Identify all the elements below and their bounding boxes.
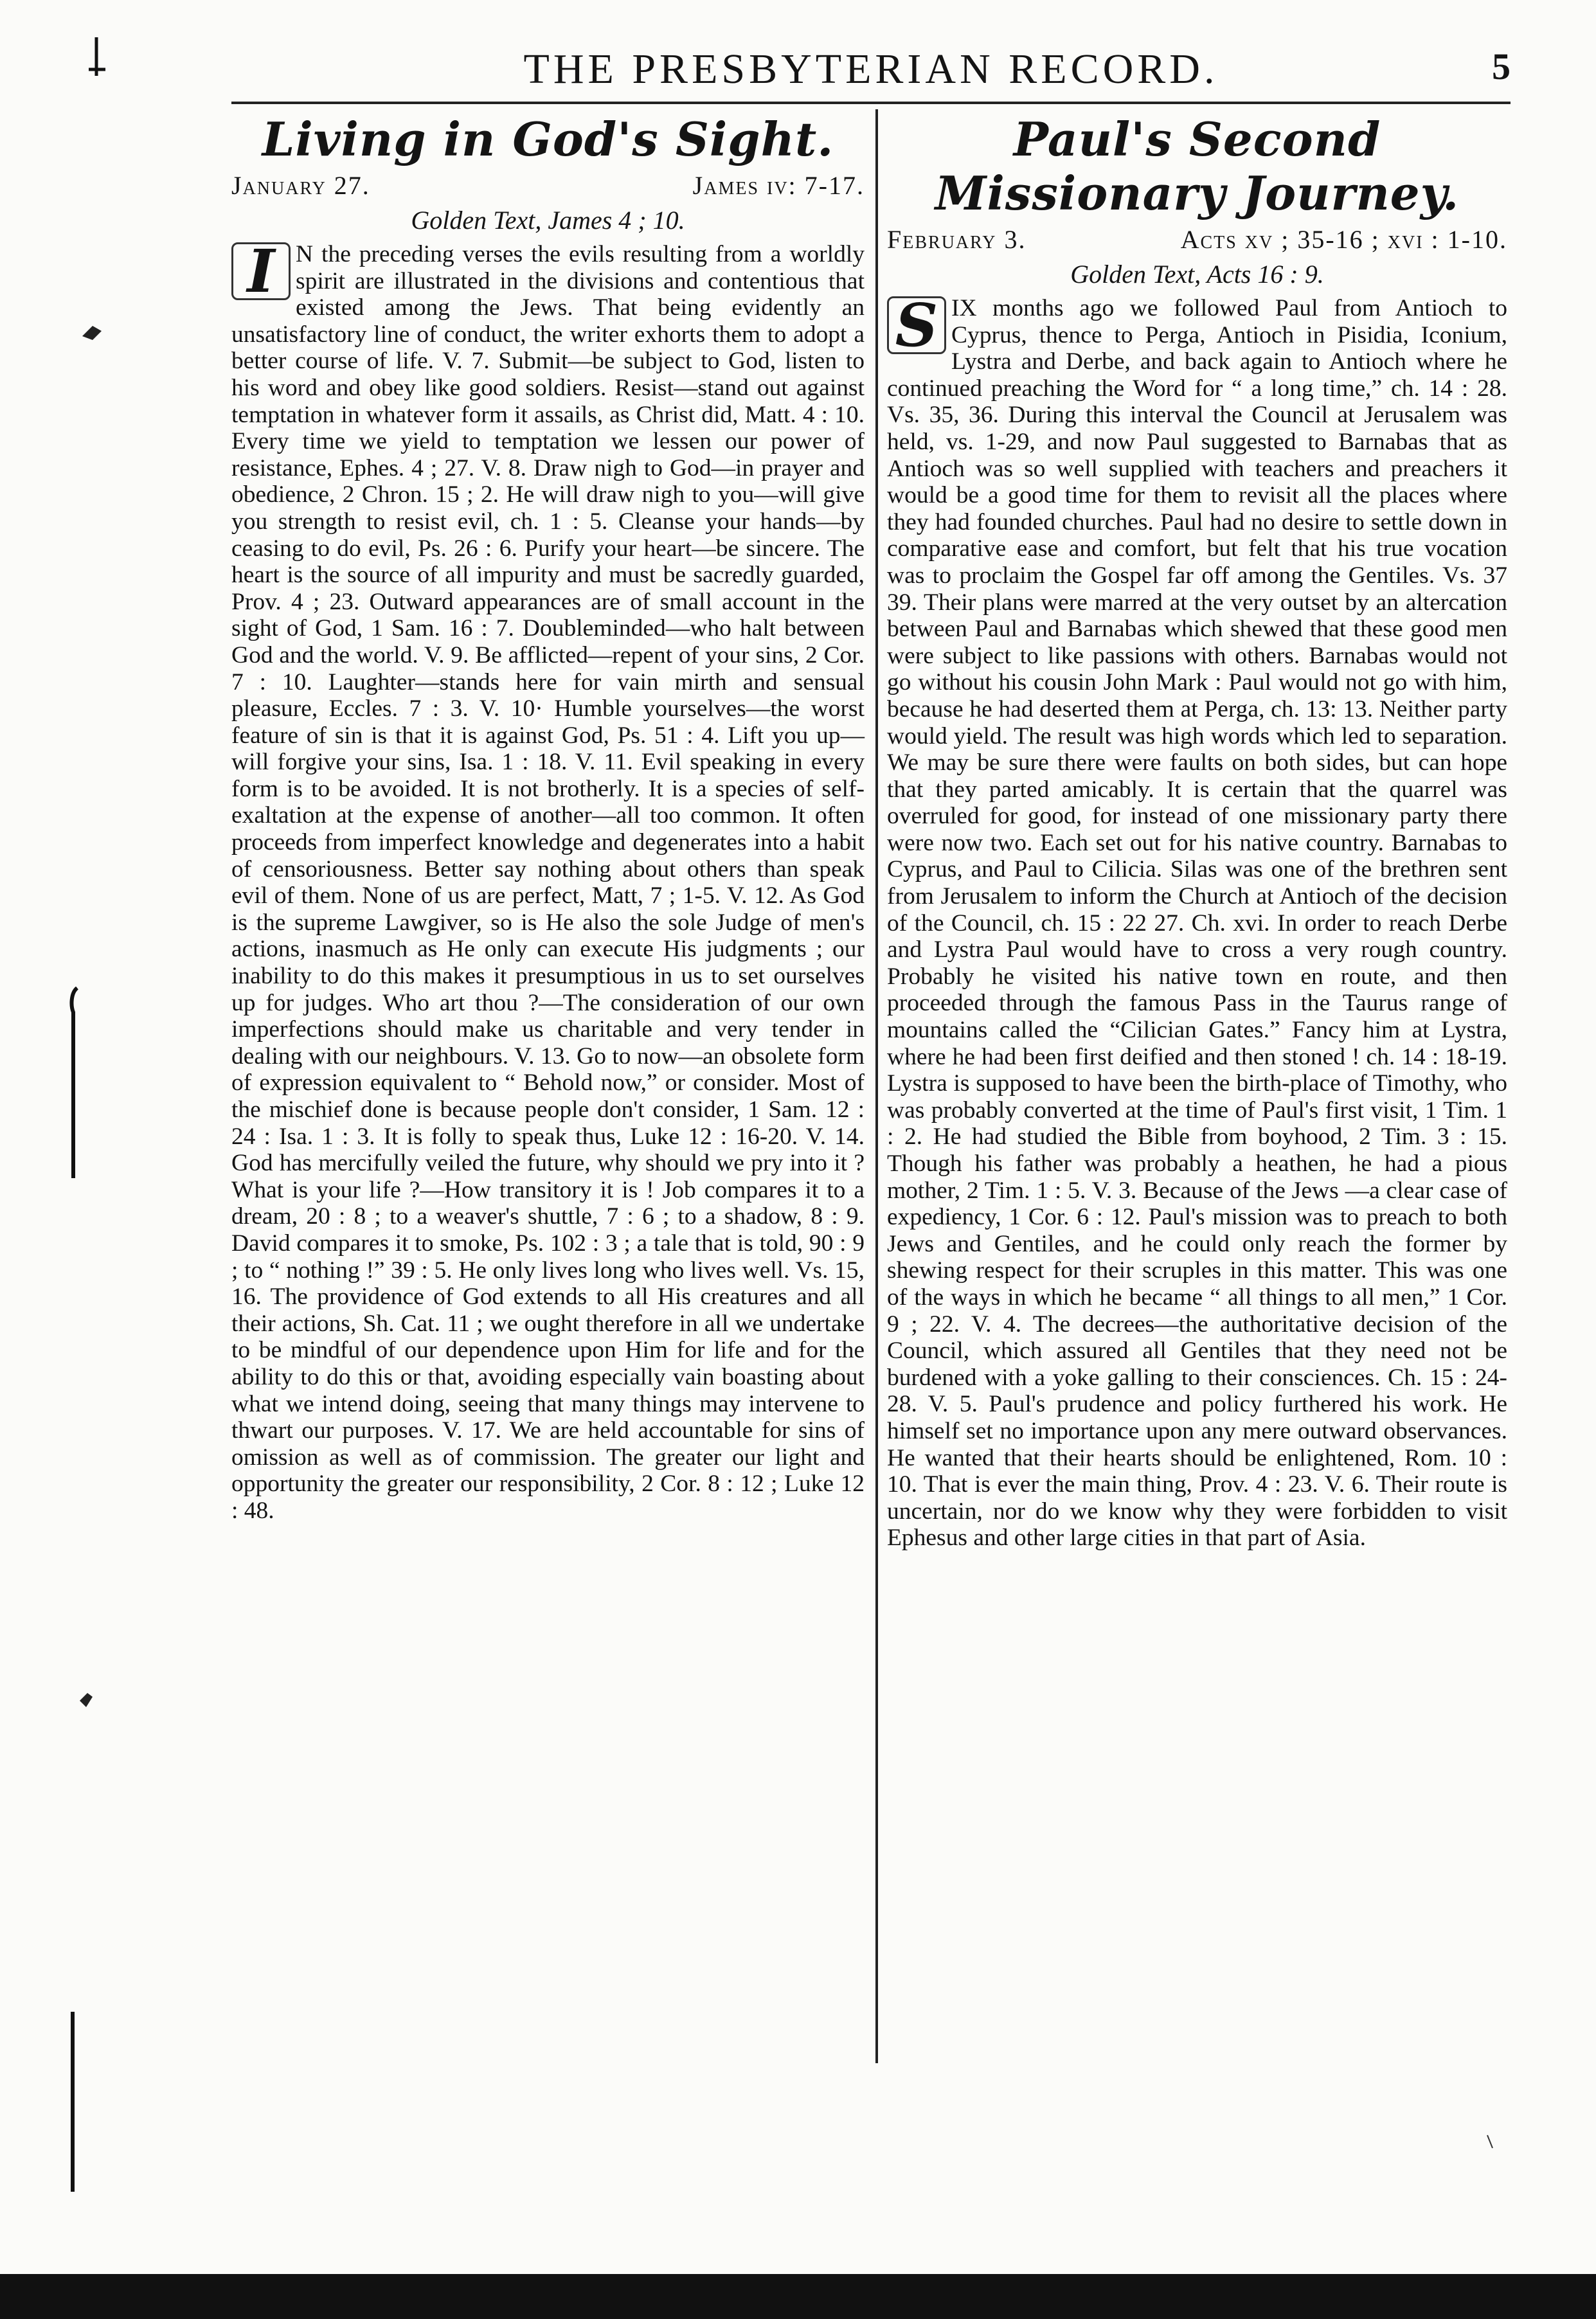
left-golden-text: Golden Text, James 4 ; 10. <box>411 206 685 235</box>
scan-mark <box>68 987 81 1179</box>
scan-bottom-edge <box>0 2274 1596 2319</box>
left-lesson-meta <box>231 170 865 201</box>
page-number: 5 <box>1492 46 1511 87</box>
left-dropcap: I <box>231 242 291 300</box>
running-title: THE PRESBYTERIAN RECORD. <box>523 46 1219 93</box>
right-golden-text: Golden Text, Acts 16 : 9. <box>1070 260 1324 289</box>
right-lesson-meta <box>887 224 1507 255</box>
scan-mark <box>68 2012 77 2192</box>
left-lesson <box>231 112 865 1525</box>
left-lesson-body: N the preceding verses the evils resulting from a worldly spirit are illustrated in the divisions and contentious that existed among the Jews. That being evidently an unsatisfactory line of conduct, the writer exhorts them to adopt a better course of life. V. 7. Submit—be subject to God, listen to his word and obey like good soldiers. Resist—stand out against temptation in whatever form it assails, as Christ did, Matt. 4 : 10. Every time we yield to temptation we lessen our power of resistance, Ephes. 4 ; 27. V. 8. Draw nigh to God—in prayer and obedience, 2 Chron. 15 ; 2. He will draw nigh to you—will give you strength to resist evil, ch. 1 : 5. Cleanse your hands—by ceasing to do evil, Ps. 26 : 6. Purify your heart—be sincere. The heart is the source of all impurity and must be sacredly guarded, Prov. 4 ; 23. Outward appearances are of small account in the sight of God, 1 Sam. 16 : 7. Doubleminded—who halt between God and the world. V. 9. Be afflicted—repent of your sins, 2 Cor. 7 : 10. Laughter—stands here for vain mirth and sensual pleasure, Eccles. 7 : 3. V. 10· Humble yourselves—the worst feature of sin is that it is against God, Ps. 51 : 4. Lift you up—will forgive your sins, Isa. 1 : 18. V. 11. Evil speaking in every form is to be avoided. It is not brotherly. It is a species of self-exaltation at the expense of another—all too common. It often proceeds from imperfect knowledge and degenerates into a habit of censoriousness. Better say nothing about others than speak evil of them. None of us are perfect, Matt, 7 ; 1-5. V. 12. As God is the supreme Lawgiver, so is He also the sole Judge of men's actions, inasmuch as He only can execute His judgments ; our inability to do this makes it presumptious in us to set ourselves up for judges. Who art thou ?—The consideration of our own imperfections should make us charitable and very tender in dealing with our neighbours. V. 13. Go to now—an obsolete form of expression equivalent to “ Behold now,” or consider. Most of the mischief done is because people don't consider, 1 Sam. 12 : 24 : Isa. 1 : 3. It is folly to speak thus, Luke 12 : 16-20. V. 14. God has mercifully veiled the future, why should we pry into it ? What is your life ?—How transitory it is ! Job compares it to a dream, 20 : 8 ; to a weaver's shuttle, 7 : 6 ; to a shadow, 8 : 9. David compares it to smoke, Ps. 102 : 3 ; a tale that is told, 90 : 9 ; to “ nothing !” 39 : 5. He only lives long who lives well. Vs. 15, 16. The providence of God extends to all His creatures and all their actions, Sh. Cat. 11 ; we ought therefore in all we undertake to be mindful of our dependence upon Him for life and for the ability to do this or that, avoiding especially vain boasting about what we intend doing, seeing that many things may intervene to thwart our purposes. V. 17. We are held accountable for sins of omission as well as of commission. The greater our light and opportunity the greater our responsibility, 2 Cor. 8 : 12 ; Luke 12 : 48. <box>231 241 865 1524</box>
right-lesson <box>887 112 1507 1552</box>
scan-mark <box>1485 2134 1495 2149</box>
right-lesson-scripture: Acts xv ; 35-16 ; xvi : 1-10. <box>1180 225 1507 254</box>
right-dropcap: S <box>887 296 946 354</box>
scan-mark <box>89 37 105 82</box>
left-lesson-title: Living in God's Sight. <box>262 112 834 166</box>
scan-mark <box>78 1690 94 1710</box>
scan-mark <box>81 323 103 343</box>
left-lesson-scripture: James iv: 7-17. <box>692 171 865 200</box>
left-lesson-date: January 27. <box>231 171 370 200</box>
right-lesson-body: IX months ago we followed Paul from Antioch to Cyprus, thence to Perga, Antioch in Pisidia, Iconium, Lystra and Derbe, and back again to Antioch where he continued preaching the Word for “ a long time,” ch. 14 : 28. Vs. 35, 36. During this interval the Council at Jerusalem was held, vs. 1-29, and now Paul suggested to Barnabas that as Antioch was so well supplied with teachers and preachers it would be a good time for them to revisit all the places where they had founded churches. Paul had no desire to settle down in comparative ease and comfort, but felt that his true vocation was to proclaim the Gospel far off among the Gentiles. Vs. 37 39. Their plans were marred at the very outset by an altercation between Paul and Barnabas which shewed that these good men were subject to like passions with others. Barnabas would not go without his cousin John Mark : Paul would not go with him, because he had deserted them at Perga, ch. 13: 13. Neither party would yield. The result was high words which led to separation. We may be sure there were faults on both sides, but can hope that they parted amicably. It is certain that the quarrel was overruled for good, for instead of one missionary party there were now two. Each set out for his native country. Barnabas to Cyprus, and Paul to Cilicia. Silas was one of the brethren sent from Jerusalem to inform the Church at Antioch of the decision of the Council, ch. 15 : 22 27. Ch. xvi. In order to reach Derbe and Lystra Paul would have to cross a very rough country. Probably he visited his native town en route, and then proceeded through the famous Pass in the Taurus range of mountains called the “Cilician Gates.” Fancy him at Lystra, where he had been first deified and then stoned ! ch. 14 : 18-19. Lystra is supposed to have been the birth-place of Timothy, who was probably converted at the time of Paul's first visit, 1 Tim. 1 : 2. He had studied the Bible from boyhood, 2 Tim. 3 : 15. Though his father was probably a heathen, he had a pious mother, 2 Tim. 1 : 5. V. 3. Because of the Jews —a clear case of expediency, 1 Cor. 6 : 12. Paul's mission was to preach to both Jews and Gentiles, and he could only reach the former by shewing respect for their scruples in this matter. This was one of the ways in which he became “ all things to all men,” 1 Cor. 9 ; 22. V. 4. The decrees—the authoritative decision of the Council, which assured all Gentiles that they need not be burdened with a yoke galling to their consciences. Ch. 15 : 24-28. V. 5. Paul's prudence and policy furthered his work. He himself set no importance upon any mere outward observances. He wanted that their hearts should be enlightened, Rom. 10 : 10. That is ever the main thing, Prov. 4 : 23. V. 6. Their route is uncertain, nor do we know why they were forbidden to visit Ephesus and other large cities in that part of Asia. <box>887 295 1507 1552</box>
column-divider <box>875 109 878 2063</box>
header-rule <box>231 102 1511 104</box>
right-lesson-title: Paul's Second Missionary Journey. <box>935 112 1460 220</box>
right-lesson-date: February 3. <box>887 225 1027 254</box>
